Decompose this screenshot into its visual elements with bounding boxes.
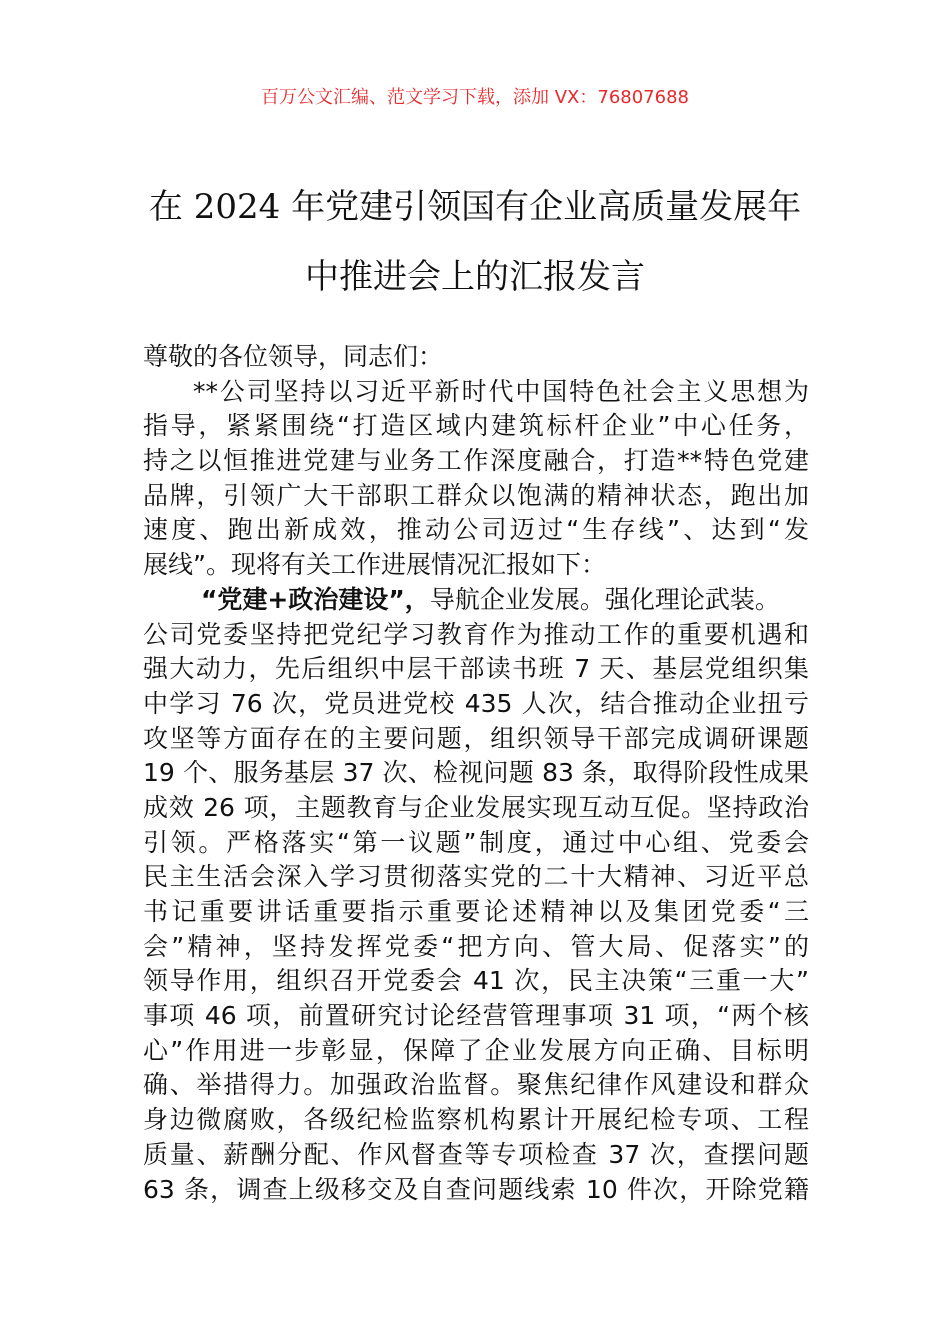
section-heading: “党建+政治建设”，	[201, 584, 430, 614]
paragraph-line: 成效 26 项，主题教育与企业发展实现互动互促。坚持政治	[143, 792, 809, 822]
document-body	[143, 340, 809, 1207]
title-line-1: 在 2024 年党建引领国有企业高质量发展年	[148, 187, 802, 227]
paragraph-line: 心”作用进一步彰显，保障了企业发展方向正确、目标明	[143, 1035, 809, 1065]
paragraph-line: 攻坚等方面存在的主要问题，组织领导干部完成调研课题	[143, 723, 809, 753]
paragraph-line: 事项 46 项，前置研究讨论经营管理事项 31 项，“两个核	[143, 1001, 809, 1031]
paragraph-line: 19 个、服务基层 37 次、检视问题 83 条，取得阶段性成果	[143, 758, 809, 788]
section-heading-line	[143, 583, 809, 618]
section-heading-rest: 导航企业发展。强化理论武装。	[429, 584, 780, 614]
paragraph-line: 展线”。现将有关工作进展情况汇报如下：	[143, 550, 606, 580]
paragraph-line: 持之以恒推进党建与业务工作深度融合，打造**特色党建	[143, 446, 809, 476]
paragraph-line: 引领。严格落实“第一议题”制度，通过中心组、党委会	[143, 827, 809, 857]
salutation: 尊敬的各位领导，同志们：	[143, 342, 444, 371]
paragraph-line: 质量、薪酬分配、作风督查等专项检查 37 次，查摆问题	[143, 1139, 809, 1169]
paragraph-line: 确、举措得力。加强政治监督。聚焦纪律作风建设和群众	[143, 1070, 809, 1100]
paragraph-line: 领导作用，组织召开党委会 41 次，民主决策“三重一大”	[143, 966, 809, 996]
paragraph-line: 公司党委坚持把党纪学习教育作为推动工作的重要机遇和	[143, 619, 809, 649]
paragraph-line: **公司坚持以习近平新时代中国特色社会主义思想为	[193, 376, 809, 406]
document-title	[100, 172, 850, 312]
paragraph-line: 身边微腐败，各级纪检监察机构累计开展纪检专项、工程	[143, 1105, 809, 1135]
paragraph-line: 中学习 76 次，党员进党校 435 人次，结合推动企业扭亏	[143, 688, 809, 718]
paragraph-line: 民主生活会深入学习贯彻落实党的二十大精神、习近平总	[143, 862, 809, 892]
paragraph-line: 指导，紧紧围绕“打造区域内建筑标杆企业”中心任务，	[143, 411, 809, 441]
paragraph-line: 强大动力，先后组织中层干部读书班 7 天、基层党组织集	[143, 654, 809, 684]
title-line-2: 中推进会上的汇报发言	[305, 257, 645, 297]
paragraph-line: 速度、跑出新成效，推动公司迈过“生存线”、达到“发	[143, 515, 809, 545]
paragraph-line: 63 条，调查上级移交及自查问题线索 10 件次，开除党籍	[143, 1174, 809, 1204]
paragraph-line: 品牌，引领广大干部职工群众以饱满的精神状态，跑出加	[143, 480, 809, 510]
paragraph-line: 书记重要讲话重要指示重要论述精神以及集团党委“三	[143, 897, 809, 926]
paragraph-line: 会”精神，坚持发挥党委“把方向、管大局、促落实”的	[143, 931, 809, 961]
watermark-banner: 百万公文汇编、范文学习下载，添加 VX：76807688	[261, 87, 689, 108]
